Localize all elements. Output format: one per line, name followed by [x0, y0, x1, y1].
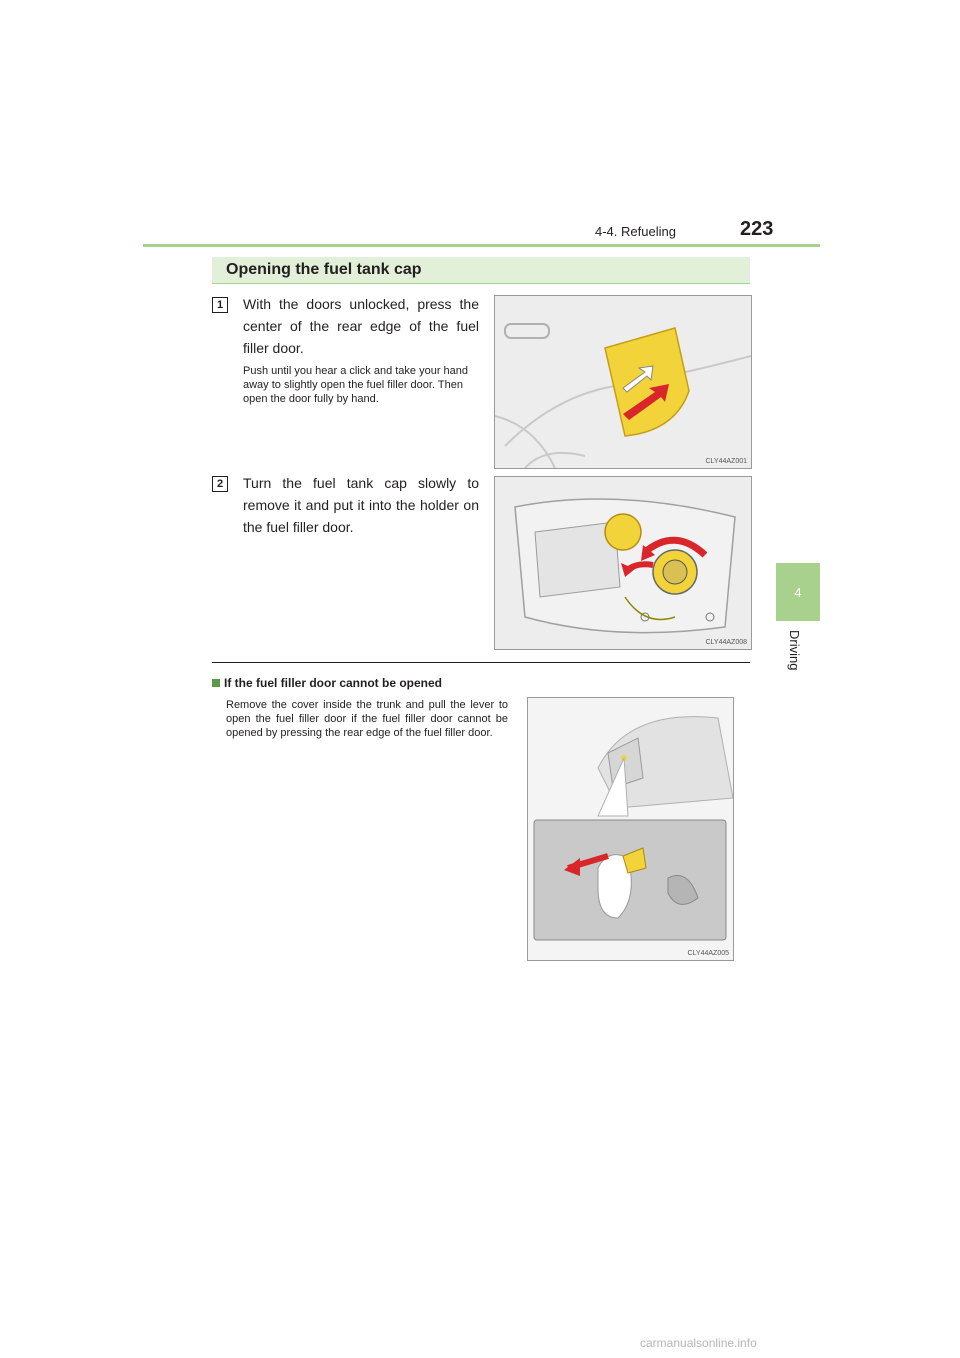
- fuel-cap-illustration: [495, 477, 751, 649]
- watermark[interactable]: carmanualsonline.info: [640, 1336, 757, 1350]
- header-rule: [143, 244, 820, 247]
- page-number: 223: [740, 218, 774, 240]
- chapter-tab-number: 4: [794, 584, 802, 600]
- step-1-note: Push until you hear a click and take your hand away to slightly open the fuel filler door. Then open the door fully by hand.: [243, 365, 469, 405]
- fuel-door-figure: [494, 295, 752, 469]
- info-text: Remove the cover inside the trunk and pull the lever to open the fuel filler door if the fuel filler door cannot be opened by pressing the rear edge of the fuel filler door.: [226, 699, 508, 739]
- chapter-label: [786, 630, 806, 680]
- square-bullet-icon: [212, 679, 220, 687]
- section-divider: [212, 662, 750, 663]
- step-2-text: Turn the fuel tank cap slowly to remove it and put it into the holder on the fuel filler door.: [243, 475, 479, 535]
- fuel-door-illustration: [495, 296, 751, 468]
- section-title: Opening the fuel tank cap: [226, 261, 422, 278]
- trunk-lever-illustration: [528, 698, 733, 960]
- header-section: 4-4. Refueling: [595, 224, 676, 239]
- trunk-lever-figure: [527, 697, 734, 961]
- chapter-label-text: Driving: [787, 630, 802, 671]
- step-1-number: 1: [212, 297, 228, 313]
- fuel-cap-figure-code: CLY44AZ008: [705, 639, 747, 646]
- step-2-number: 2: [212, 476, 228, 492]
- info-title-text: If the fuel filler door cannot be opened: [224, 676, 443, 690]
- step-1-text: With the doors unlocked, press the center of the rear edge of the fuel filler door.: [243, 296, 479, 356]
- fuel-door-figure-code: CLY44AZ001: [705, 458, 747, 465]
- trunk-lever-figure-code: CLY44AZ005: [687, 950, 729, 957]
- fuel-cap-figure: [494, 476, 752, 650]
- chapter-tab[interactable]: [776, 563, 820, 621]
- info-title: [212, 676, 442, 690]
